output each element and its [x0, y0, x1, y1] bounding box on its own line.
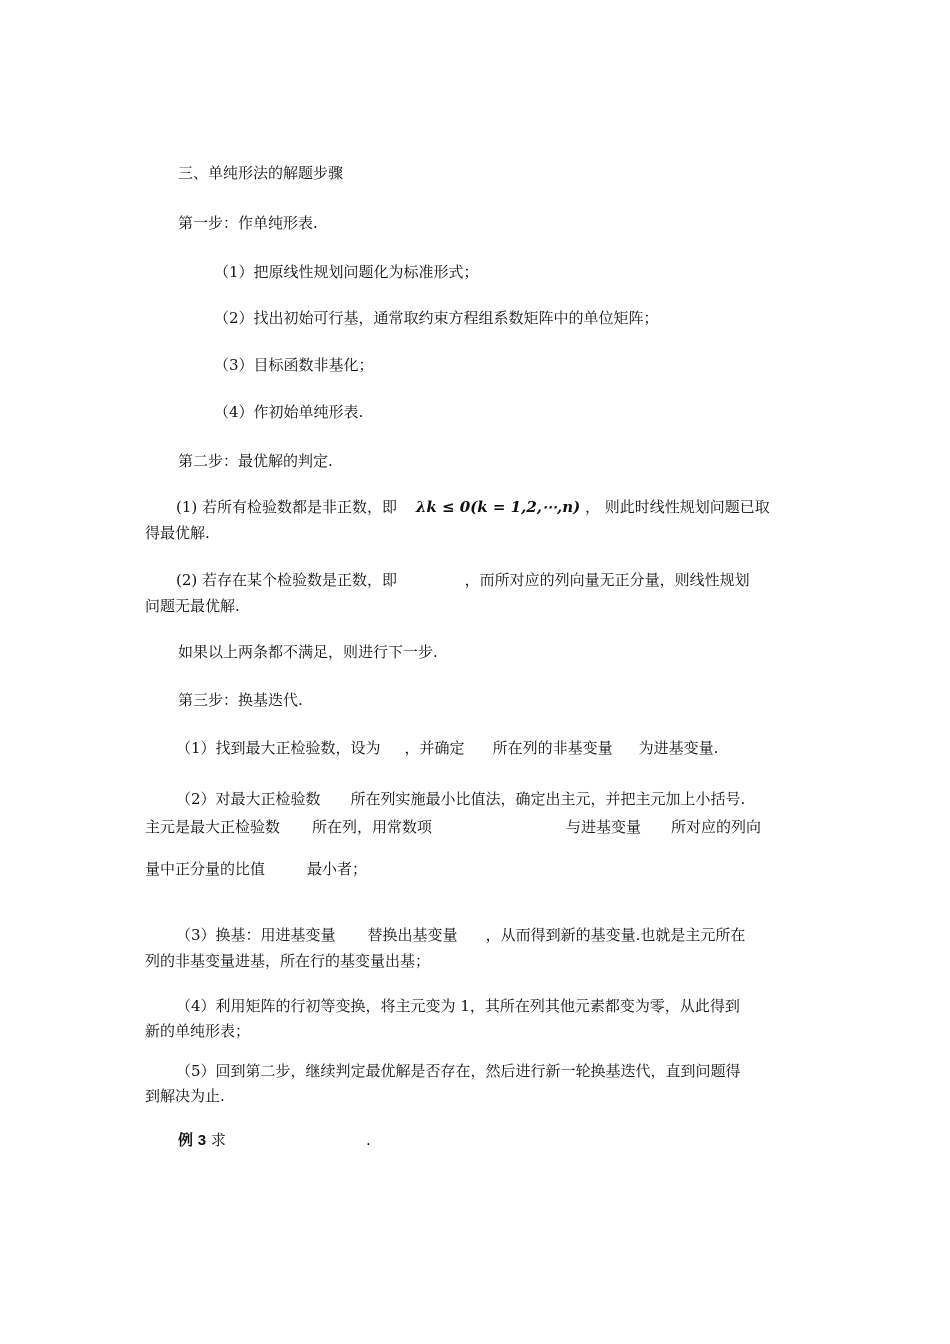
step3-item2-e: 与进基变量: [566, 818, 642, 836]
step3-item2-d: 所在列，用常数项: [312, 818, 433, 836]
step3-item1-d: 为进基变量.: [638, 739, 719, 757]
step3-title: 第三步：换基迭代.: [178, 691, 303, 709]
step3-item2-line3: [145, 859, 367, 879]
step1-item-3: （3）目标函数非基化；: [214, 356, 374, 374]
step3-item3-line1: [176, 925, 745, 945]
step2-p2-text-a: (2) 若存在某个检验数是正数，即: [176, 571, 398, 589]
step1-title: 第一步：作单纯形表.: [178, 214, 318, 232]
step3-item1: [176, 738, 718, 758]
lambda-formula: λk ≤ 0(k = 1,2,⋯,n): [415, 498, 581, 516]
step2-title: 第二步：最优解的判定.: [178, 452, 333, 470]
step3-item2-g: 量中正分量的比值: [145, 860, 266, 878]
step3-item1-b: ，并确定: [404, 739, 465, 757]
example-text: 求: [210, 1131, 226, 1149]
step2-note: 如果以上两条都不满足，则进行下一步.: [178, 643, 438, 661]
step2-p2-text-b: ，而所对应的列向量无正分量，则线性规划: [464, 571, 750, 589]
step2-p1-text-a: (1) 若所有检验数都是非正数，即: [176, 498, 398, 516]
step2-p2-line2: 问题无最优解.: [145, 597, 240, 615]
step3-item5-line2: 到解决为止.: [145, 1087, 225, 1105]
step3-item4-line1: （4）利用矩阵的行初等变换，将主元变为 1，其所在列其他元素都变为零，从此得到: [176, 997, 740, 1015]
step2-p1-text-b: ， 则此时线性规划问题已取: [585, 498, 770, 516]
step3-item2-f: 所对应的列向: [671, 818, 762, 836]
step3-item3-b: 替换出基变量: [367, 926, 458, 944]
step1-item-1: （1）把原线性规划问题化为标准形式；: [214, 263, 479, 281]
section-heading: 三、单纯形法的解题步骤: [178, 164, 344, 182]
step3-item2-h: 最小者；: [307, 860, 368, 878]
step3-item3-line2: 列的非基变量进基，所在行的基变量出基；: [145, 952, 431, 970]
example-label: 例: [178, 1132, 194, 1149]
step2-p1-line2: 得最优解.: [145, 524, 210, 542]
step3-item5-line1: （5）回到第二步，继续判定最优解是否存在，然后进行新一轮换基迭代，直到问题得: [176, 1062, 741, 1080]
step3-item2-line2: [145, 817, 761, 837]
example-number: 3: [197, 1132, 207, 1149]
step3-item3-a: （3）换基：用进基变量: [176, 926, 336, 944]
step1-item-4: （4）作初始单纯形表.: [214, 403, 364, 421]
step3-item1-c: 所在列的非基变量: [492, 739, 613, 757]
step3-item1-a: （1）找到最大正检验数，设为: [176, 739, 381, 757]
step3-item2-a: （2）对最大正检验数: [176, 790, 321, 808]
step3-item2-c: 主元是最大正检验数: [145, 818, 281, 836]
step2-p2-line1: [176, 570, 750, 590]
example-line: [178, 1130, 371, 1151]
step3-item2-b: 所在列实施最小比值法，确定出主元，并把主元加上小括号.: [350, 790, 746, 808]
step3-item2-line1: [176, 789, 745, 809]
step2-p1-line1: [176, 497, 770, 517]
step1-item-2: （2）找出初始可行基，通常取约束方程组系数矩阵中的单位矩阵；: [214, 309, 659, 327]
example-end: .: [365, 1131, 371, 1149]
step3-item3-c: ，从而得到新的基变量.也就是主元所在: [485, 926, 746, 944]
step3-item4-line2: 新的单纯形表；: [145, 1022, 251, 1040]
